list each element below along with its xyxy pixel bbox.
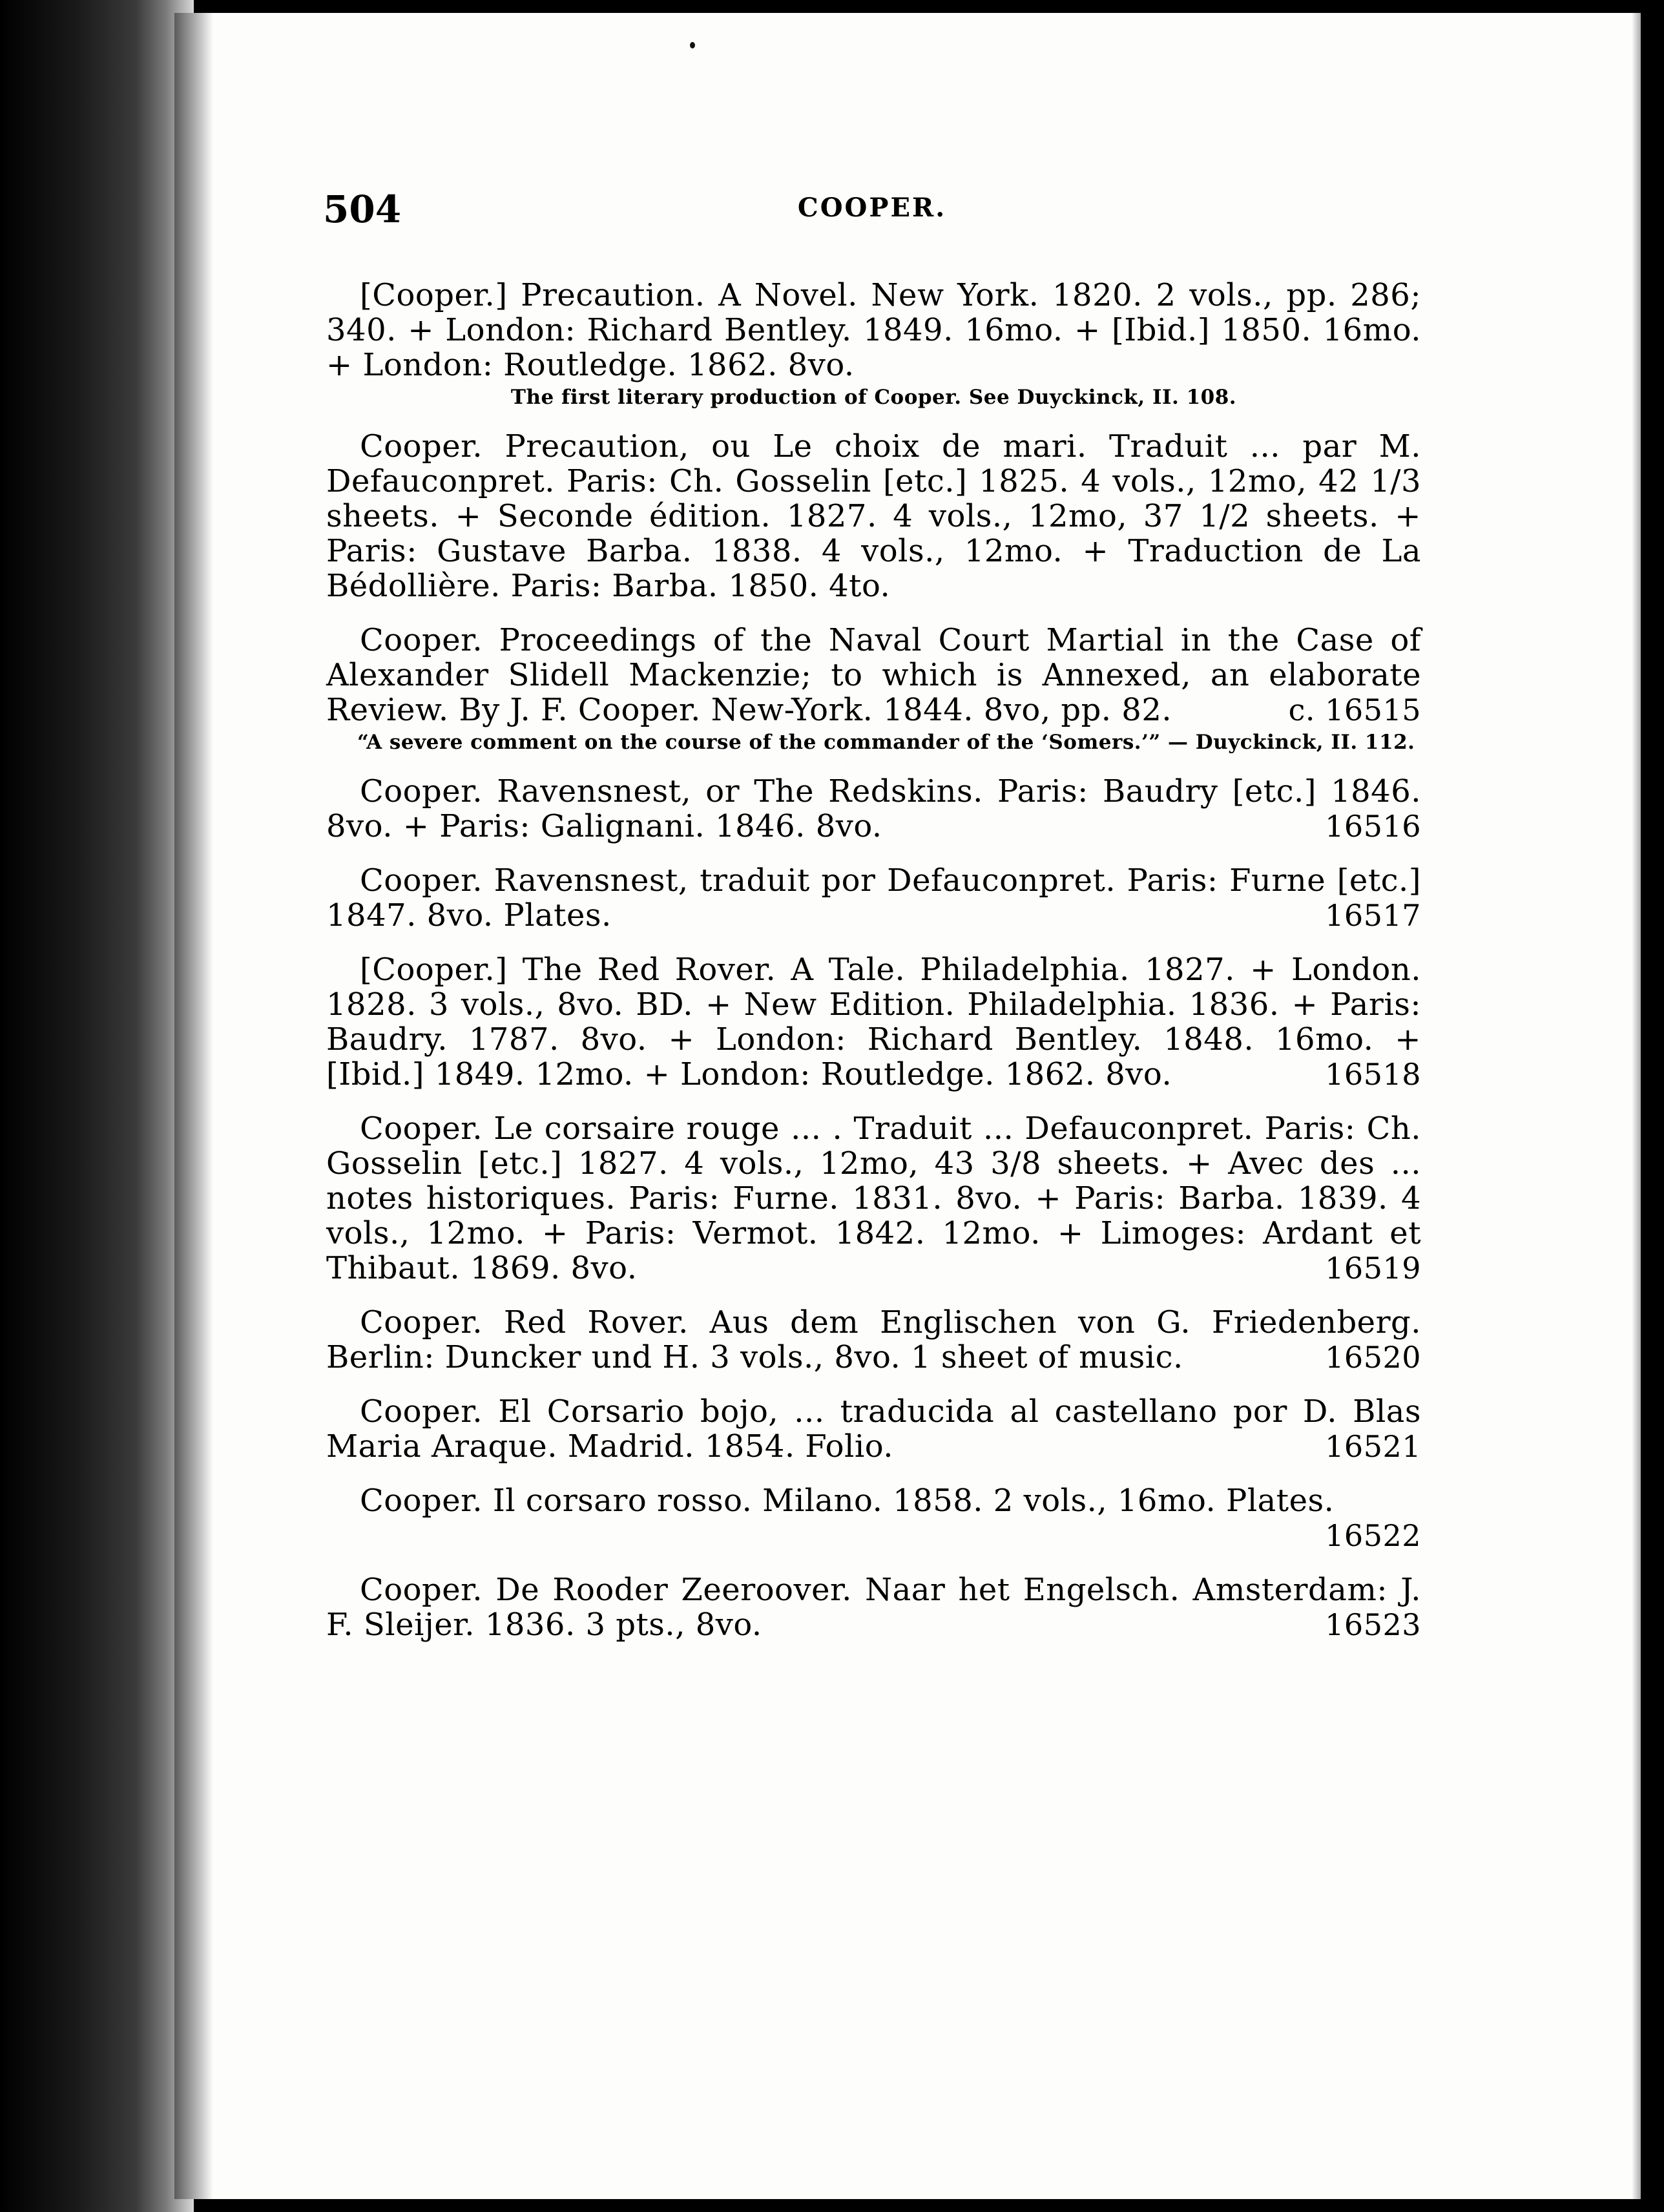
entry-text: Cooper. El Corsario bojo, ... traducida al castellano por D. Blas Maria Araque. Madrid. 1854. Folio. [326,1393,1421,1465]
entry [326,278,1421,410]
entry [326,1394,1421,1464]
entry-note: “A severe comment on the course of the commander of the ‘Somers.’” — Duyckinck, II. 112. [357,731,1415,754]
entry-number: 16519 [1325,1251,1421,1286]
entry-text: Cooper. Ravensnest, traduit por Defauconpret. Paris: Furne [etc.] 1847. 8vo. Plates. [326,862,1421,934]
entry-number: 16522 [1325,1518,1421,1553]
bibliography-entries [326,278,1421,1662]
entry-text: [Cooper.] The Red Rover. A Tale. Philadelphia. 1827. + London. 1828. 3 vols., 8vo. BD. + New Edition. Philadelphia. 1836. + Paris: Baudry. 1787. 8vo. + London: Richard Bentley. 1848. 16mo. + [Ibid.] 1849. 12mo. + London: Routledge. 1862. 8vo. [326,952,1421,1092]
print-speck [690,42,695,48]
entry-number: 16517 [1325,898,1421,933]
entry [326,952,1421,1092]
entry-text: Cooper. Proceedings of the Naval Court Martial in the Case of Alexander Slidell Mackenzie; to which is Annexed, an elaborate Review. By J. F. Cooper. New-York. 1844. 8vo, pp. 82. [326,622,1421,728]
book-spine [0,0,194,2212]
page-edge [1632,13,1641,2199]
entry-number: 16518 [1325,1057,1421,1092]
page-header [323,187,1421,239]
entry [326,1572,1421,1642]
entry [326,429,1421,603]
gutter-shadow [174,13,213,2199]
entry-text: Cooper. De Rooder Zeeroover. Naar het Engelsch. Amsterdam: J. F. Sleijer. 1836. 3 pts., 8vo. [326,1572,1421,1643]
entry [326,1483,1421,1553]
entry-text: Cooper. Il corsaro rosso. Milano. 1858. 2 vols., 16mo. Plates. [360,1483,1335,1519]
entry-number: c. 16515 [1288,693,1421,727]
entry-number: 16516 [1325,809,1421,844]
entry [326,1111,1421,1286]
entry-text: Cooper. Precaution, ou Le choix de mari. Traduit ... par M. Defauconpret. Paris: Ch. Gosselin [etc.] 1825. 4 vols., 12mo, 42 1/3 sheets. + Seconde édition. 1827. 4 vols., 12mo, 37 1/2 sheets. + Paris: Gustave Barba. 1838. 4 vols., 12mo. + Traduction de La Bédollière. Paris: Barba. 1850. 4to. [326,428,1421,604]
entry-number: 16520 [1325,1340,1421,1375]
entry-text: [Cooper.] Precaution. A Novel. New York. 1820. 2 vols., pp. 286; 340. + London: Richard Bentley. 1849. 16mo. + [Ibid.] 1850. 16mo. + London: Routledge. 1862. 8vo. [326,277,1421,383]
entry [326,623,1421,755]
entry-number: 16523 [1325,1607,1421,1642]
entry-number: 16521 [1325,1429,1421,1464]
page-number: 504 [323,187,402,231]
entry-note: The first literary production of Cooper. See Duyckinck, II. 108. [510,386,1237,409]
entry-text: Cooper. Red Rover. Aus dem Englischen von G. Friedenberg. Berlin: Duncker und H. 3 vols., 8vo. 1 sheet of music. [326,1304,1421,1375]
entry [326,774,1421,844]
entry-text: Cooper. Le corsaire rouge ... . Traduit ... Defauconpret. Paris: Ch. Gosselin [etc.] 1827. 4 vols., 12mo, 43 3/8 sheets. + Avec des ... notes historiques. Paris: Furne. 1831. 8vo. + Paris: Barba. 1839. 4 vols., 12mo. + Paris: Vermot. 1842. 12mo. + Limoges: Ardant et Thibaut. 1869. 8vo. [326,1111,1421,1286]
entry-text: Cooper. Ravensnest, or The Redskins. Paris: Baudry [etc.] 1846. 8vo. + Paris: Galignani. 1846. 8vo. [326,773,1421,844]
entry [326,863,1421,933]
entry [326,1305,1421,1375]
running-head: COOPER. [797,193,947,223]
